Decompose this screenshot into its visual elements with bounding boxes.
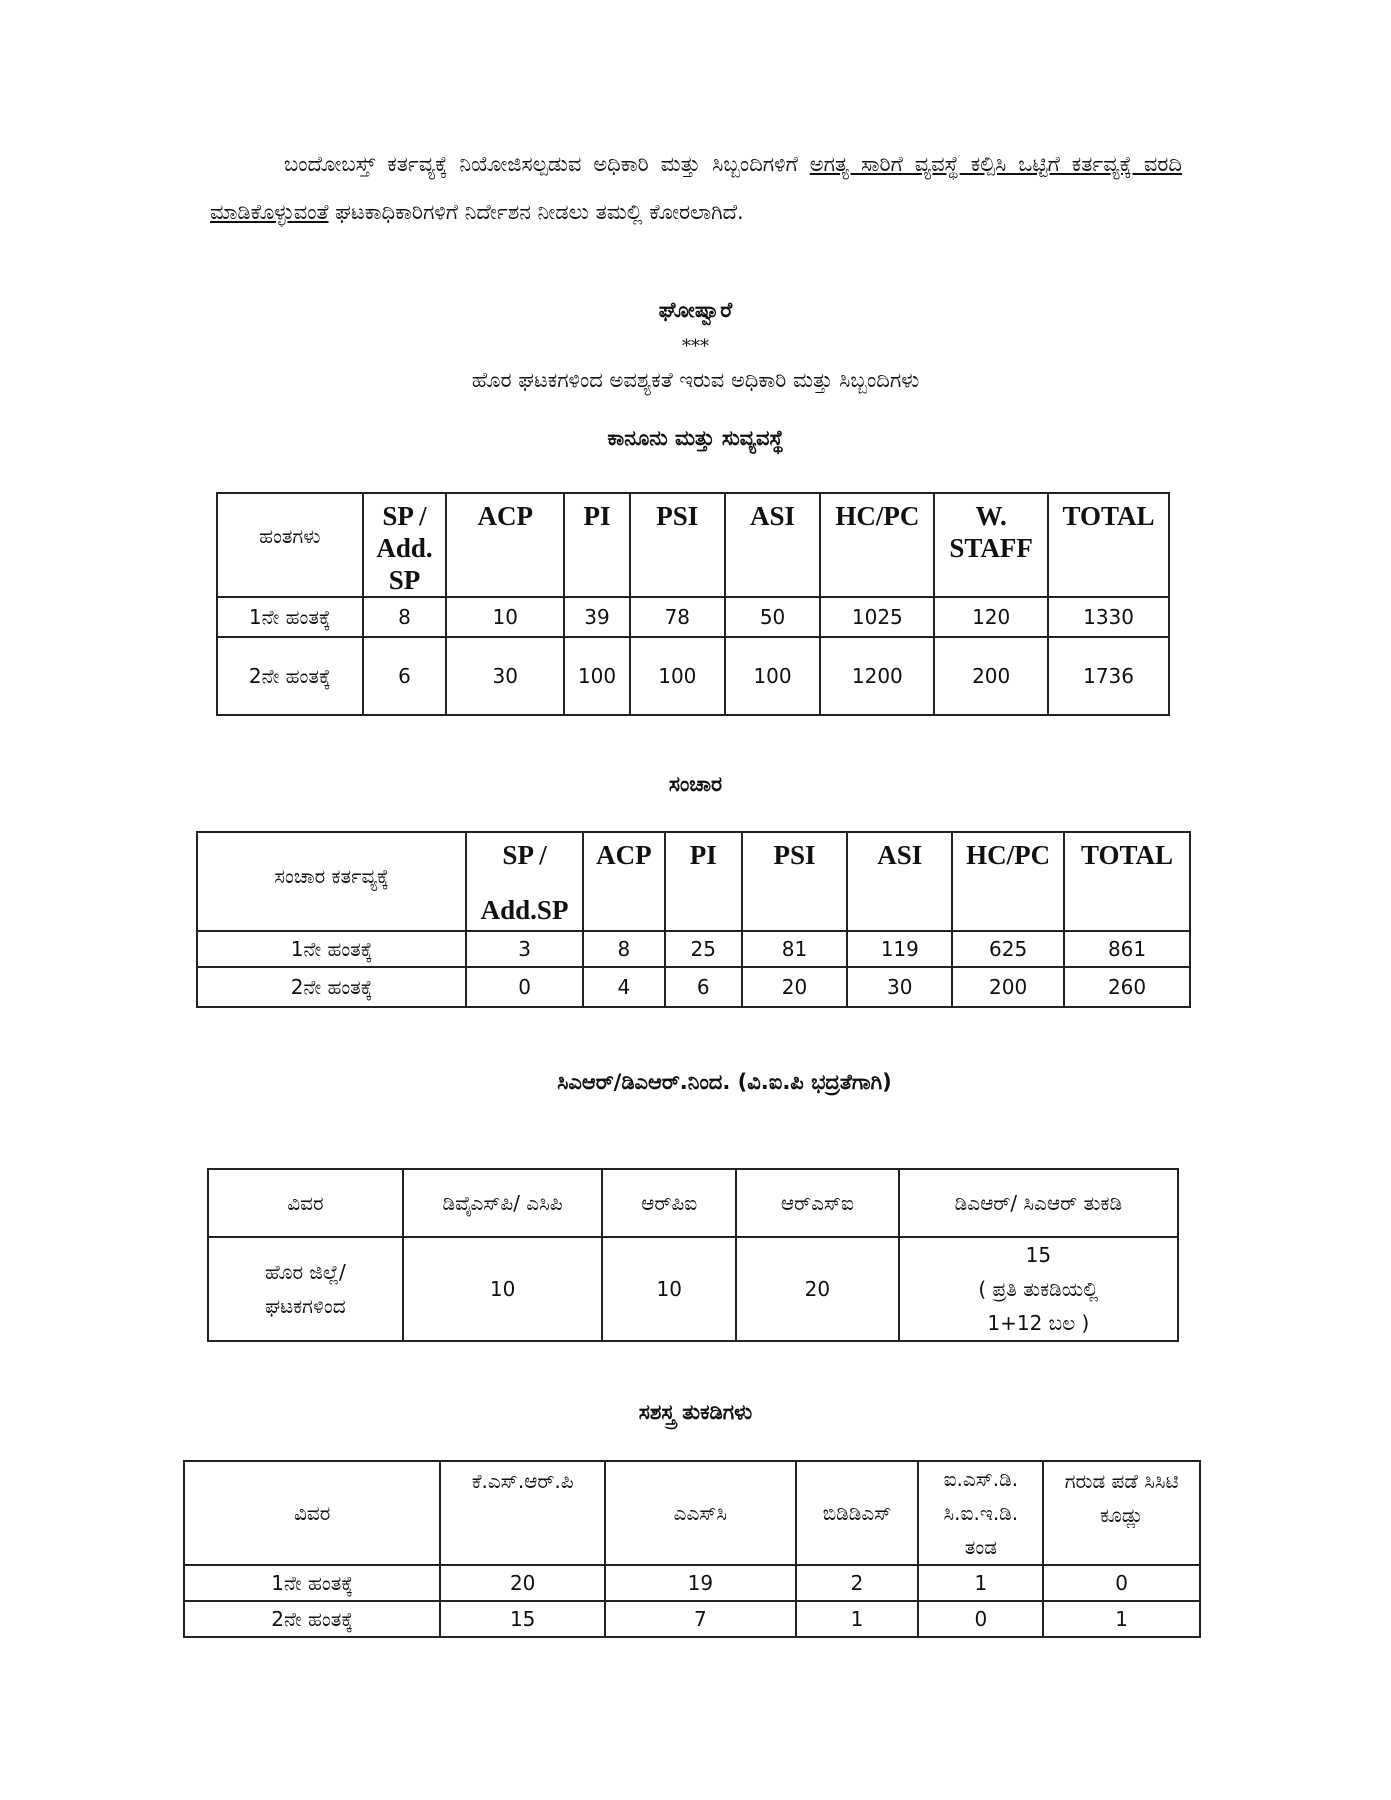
intro-text-2: ಘಟಕಾಧಿಕಾರಿಗಳಿಗೆ ನಿರ್ದೇಶನ ನೀಡಲು ತಮಲ್ಲಿ ಕೋರಲಾಗಿದೆ.: [328, 200, 744, 224]
header-cell: ASI: [847, 832, 952, 931]
header-cell: ASI: [725, 493, 821, 597]
row-label: ಹೊರ ಜಿಲ್ಲೆ/ ಘಟಕಗಳಿಂದ: [208, 1237, 403, 1341]
header-cell: ಗರುಡ ಪಡೆ ಸಿಸಿಟಿ ಕೂಡ್ಲು: [1043, 1461, 1200, 1565]
cell: 200: [934, 637, 1048, 715]
row-label: 2ನೇ ಹಂತಕ್ಕೆ: [184, 1601, 440, 1637]
header-cell: ಬಿಡಿಡಿಎಸ್: [796, 1461, 919, 1565]
cell: 30: [847, 967, 952, 1007]
cell: 8: [363, 597, 447, 637]
cell: 1025: [820, 597, 934, 637]
header-cell: ಐ.ಎಸ್.ಡಿ. ಸಿ.ಐ.ಇ.ಡಿ. ತಂಡ: [918, 1461, 1043, 1565]
header-cell: PI: [564, 493, 630, 597]
cell: 861: [1064, 931, 1190, 967]
cell: 10: [602, 1237, 736, 1341]
table-row: [197, 967, 1190, 1007]
cell-line: ( ಪ್ರತಿ ತುಕಡಿಯಲ್ಲಿ: [978, 1277, 1099, 1301]
header-text: Add.SP: [480, 895, 569, 925]
intro-paragraph: [210, 140, 1182, 236]
cell-line: 15: [1025, 1243, 1052, 1267]
header-cell: ಹಂತಗಳು: [217, 493, 363, 597]
cell: 1330: [1048, 597, 1169, 637]
table-row: [184, 1565, 1200, 1601]
cell: 78: [630, 597, 725, 637]
header-cell: ಡಿಎಆರ್/ ಸಿಎಆರ್ ತುಕಡಿ: [899, 1169, 1178, 1237]
header-cell: HC/PC: [820, 493, 934, 597]
cell: 1: [918, 1565, 1043, 1601]
cell: 1: [796, 1601, 919, 1637]
table-header-row: [208, 1169, 1178, 1237]
header-cell: ACP: [446, 493, 564, 597]
cell: 20: [736, 1237, 899, 1341]
header-cell: ಎಎಸ್‌ಸಿ: [605, 1461, 796, 1565]
cell: 39: [564, 597, 630, 637]
cell: 4: [583, 967, 665, 1007]
cell: 119: [847, 931, 952, 967]
cell: 25: [665, 931, 742, 967]
cell: 1: [1043, 1601, 1200, 1637]
law-order-table: [216, 492, 1170, 716]
row-label: 1ನೇ ಹಂತಕ್ಕೆ: [217, 597, 363, 637]
cell: 15: [440, 1601, 605, 1637]
intro-underlined-text: ಅಗತ್ಯ ಸಾರಿಗೆ ವ್ಯವಸ್ಥೆ ಕಲ್ಪಿಸಿ ಒಟ್ಟಿಗೆ ಕರ್ತವ್ಯಕ್ಕೆ ವರದಿ ಮಾಡಿಕೊಳ್ಳುವಂತೆ: [210, 152, 1182, 224]
header-cell: ಡಿವೈಎಸ್‌ಪಿ/ ಎಸಿಪಿ: [403, 1169, 603, 1237]
cell: 1736: [1048, 637, 1169, 715]
header-cell: ಆರ್‌ಎಸ್‌ಐ: [736, 1169, 899, 1237]
traffic-title: ಸಂಚಾರ: [668, 772, 723, 796]
cell: 7: [605, 1601, 796, 1637]
armed-units-table: [183, 1460, 1201, 1638]
car-dar-title: ಸಿಎಆರ್/ಡಿಎಆರ್.ನಿಂದ. (ವಿ.ಐ.ಪಿ ಭದ್ರತೆಗಾಗಿ): [557, 1070, 892, 1094]
header-cell: SP / Add. SP: [363, 493, 447, 597]
law-order-title: ಕಾನೂನು ಮತ್ತು ಸುವ್ಯವಸ್ಥೆ: [607, 426, 784, 450]
cell: 10: [403, 1237, 603, 1341]
table-row: [197, 931, 1190, 967]
table-row: [184, 1601, 1200, 1637]
header-cell-sp: [466, 832, 583, 931]
cell: 1200: [820, 637, 934, 715]
cell: 81: [742, 931, 848, 967]
cell: 0: [466, 967, 583, 1007]
table-row: [217, 637, 1169, 715]
header-cell: PI: [665, 832, 742, 931]
traffic-table: [196, 831, 1191, 1008]
table-header-row: [184, 1461, 1200, 1565]
cell: 10: [446, 597, 564, 637]
cell: 260: [1064, 967, 1190, 1007]
table-header-row: [197, 832, 1190, 931]
header-cell: ವಿವರ: [184, 1461, 440, 1565]
row-label: 1ನೇ ಹಂತಕ್ಕೆ: [197, 931, 466, 967]
header-text: SP /: [502, 840, 547, 870]
cell: 100: [630, 637, 725, 715]
cell: 50: [725, 597, 821, 637]
cell: 6: [363, 637, 447, 715]
cell: 19: [605, 1565, 796, 1601]
stars-separator: ***: [682, 336, 709, 357]
cell: 3: [466, 931, 583, 967]
cell-line: 1+12 ಬಲ ): [987, 1311, 1090, 1335]
header-cell: W. STAFF: [934, 493, 1048, 597]
cell: 100: [725, 637, 821, 715]
row-label: 1ನೇ ಹಂತಕ್ಕೆ: [184, 1565, 440, 1601]
cell: 30: [446, 637, 564, 715]
header-cell: PSI: [742, 832, 848, 931]
cell: 6: [665, 967, 742, 1007]
cell: 20: [742, 967, 848, 1007]
header-cell: TOTAL: [1064, 832, 1190, 931]
table-row: [217, 597, 1169, 637]
cell: 120: [934, 597, 1048, 637]
cell: 100: [564, 637, 630, 715]
car-dar-table: [207, 1168, 1179, 1342]
cell: 20: [440, 1565, 605, 1601]
cell: 0: [1043, 1565, 1200, 1601]
header-cell: TOTAL: [1048, 493, 1169, 597]
cell: 0: [918, 1601, 1043, 1637]
header-cell: HC/PC: [952, 832, 1064, 931]
cell-troops: [899, 1237, 1178, 1341]
heading: ಘೋಷ್ವಾರೆ: [658, 298, 733, 322]
cell: 200: [952, 967, 1064, 1007]
table-header-row: [217, 493, 1169, 597]
cell: 8: [583, 931, 665, 967]
row-label: 2ನೇ ಹಂತಕ್ಕೆ: [197, 967, 466, 1007]
header-cell: ವಿವರ: [208, 1169, 403, 1237]
subheading: ಹೊರ ಘಟಕಗಳಿಂದ ಅವಶ್ಯಕತೆ ಇರುವ ಅಧಿಕಾರಿ ಮತ್ತು ಸಿಬ್ಬಂದಿಗಳು: [471, 368, 920, 392]
cell: 2: [796, 1565, 919, 1601]
row-label: 2ನೇ ಹಂತಕ್ಕೆ: [217, 637, 363, 715]
cell: 625: [952, 931, 1064, 967]
intro-text-1: ಬಂದೋಬಸ್ತ್ ಕರ್ತವ್ಯಕ್ಕೆ ನಿಯೋಜಿಸಲ್ಪಡುವ ಅಧಿಕಾರಿ ಮತ್ತು ಸಿಬ್ಬಂದಿಗಳಿಗೆ: [284, 152, 810, 176]
header-cell: ಸಂಚಾರ ಕರ್ತವ್ಯಕ್ಕೆ: [197, 832, 466, 931]
header-cell: PSI: [630, 493, 725, 597]
table-row: [208, 1237, 1178, 1341]
armed-units-title: ಸಶಸ್ತ್ರ ತುಕಡಿಗಳು: [638, 1400, 753, 1424]
header-cell: ACP: [583, 832, 665, 931]
header-cell: ಕೆ.ಎಸ್.ಆರ್.ಪಿ: [440, 1461, 605, 1565]
header-cell: ಆರ್‌ಪಿಐ: [602, 1169, 736, 1237]
